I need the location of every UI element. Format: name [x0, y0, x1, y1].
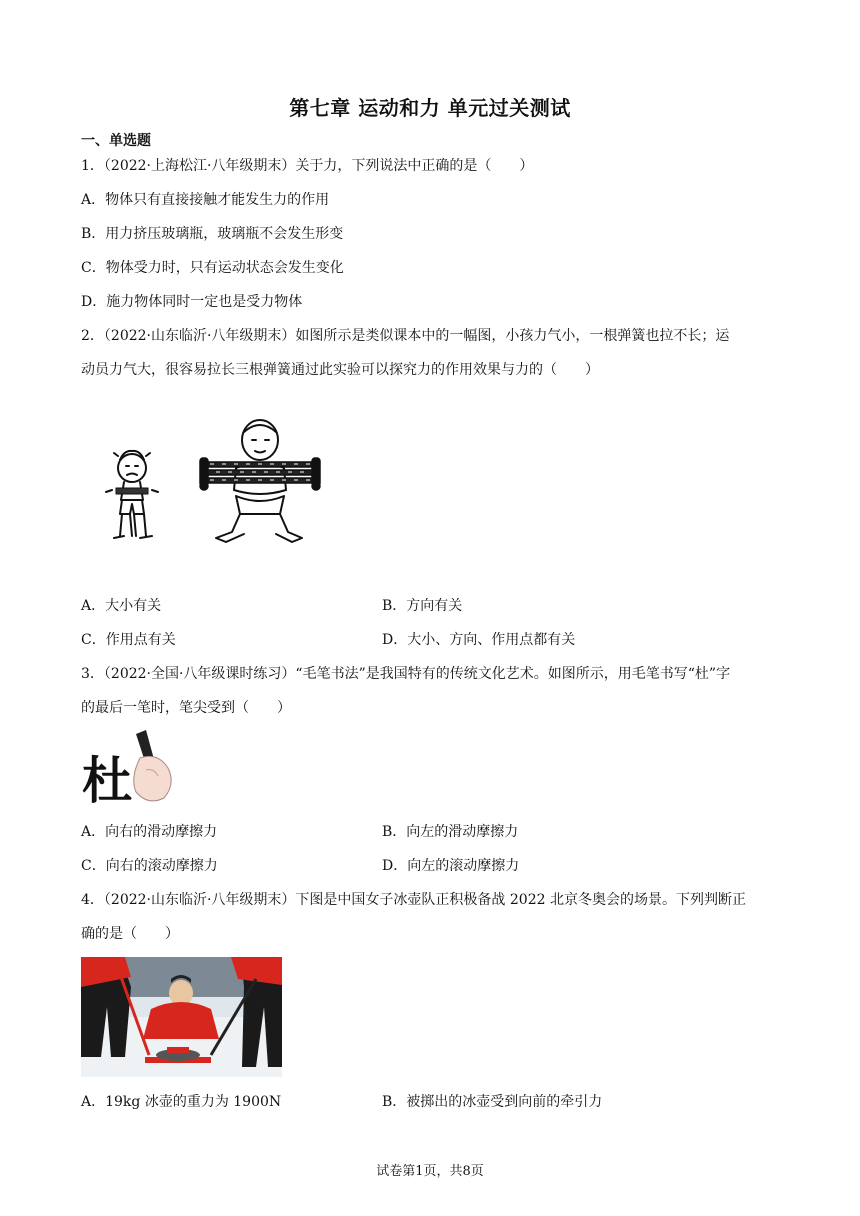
q2-option-c: C．作用点有关 — [81, 632, 176, 648]
calligraphy-character: 杜 — [82, 751, 132, 808]
curling-photo — [81, 957, 282, 1077]
q3-option-c: C．向右的滚动摩擦力 — [81, 858, 218, 874]
q4-option-a: A．19kg 冰壶的重力为 1900N — [81, 1094, 282, 1110]
q3-option-d: D．向左的滚动摩擦力 — [382, 858, 520, 874]
q2-stem-line2: 动员力气大，很容易拉长三根弹簧通过此实验可以探究力的作用效果与力的（ ） — [81, 362, 599, 378]
q2-option-d: D．大小、方向、作用点都有关 — [382, 632, 576, 648]
q3-stem-line1: 3．（2022·全国·八年级课时练习）“毛笔书法”是我国特有的传统文化艺术。如图所示，用毛笔书写“杜”字 — [81, 666, 731, 682]
page-title: 第七章 运动和力 单元过关测试 — [289, 96, 571, 120]
section-heading: 一、单选题 — [81, 133, 151, 149]
q2-option-b: B．方向有关 — [382, 598, 463, 614]
child-figure — [106, 451, 158, 538]
q2-stem-line1: 2．（2022·山东临沂·八年级期末）如图所示是类似课本中的一幅图，小孩力气小，一根弹簧也拉不长；运 — [81, 328, 730, 344]
spring-strength-figure — [100, 418, 340, 550]
q4-stem-line2: 确的是（ ） — [81, 926, 179, 942]
q1-option-d: D．施力物体同时一定也是受力物体 — [81, 294, 303, 310]
q3-stem-line2: 的最后一笔时，笔尖受到（ ） — [81, 700, 291, 716]
hand-with-brush — [134, 730, 171, 801]
q3-option-a: A．向右的滑动摩擦力 — [81, 824, 218, 840]
q4-option-b: B．被掷出的冰壶受到向前的牵引力 — [382, 1094, 603, 1110]
page-footer: 试卷第1页，共8页 — [376, 1164, 484, 1179]
spring-bundle — [200, 458, 320, 490]
q1-stem: 1．（2022·上海松江·八年级期末）关于力，下列说法中正确的是（ ） — [81, 158, 534, 174]
q4-stem-line1: 4．（2022·山东临沂·八年级期末）下图是中国女子冰壶队正积极备战 2022 北京冬奥会的场景。下列判断正 — [81, 892, 746, 908]
q1-option-b: B．用力挤压玻璃瓶，玻璃瓶不会发生形变 — [81, 226, 344, 242]
q2-option-a: A．大小有关 — [81, 598, 162, 614]
q1-option-c: C．物体受力时，只有运动状态会发生变化 — [81, 260, 344, 276]
q3-option-b: B．向左的滑动摩擦力 — [382, 824, 519, 840]
q1-option-a: A．物体只有直接接触才能发生力的作用 — [81, 192, 330, 208]
calligraphy-figure — [80, 728, 180, 808]
